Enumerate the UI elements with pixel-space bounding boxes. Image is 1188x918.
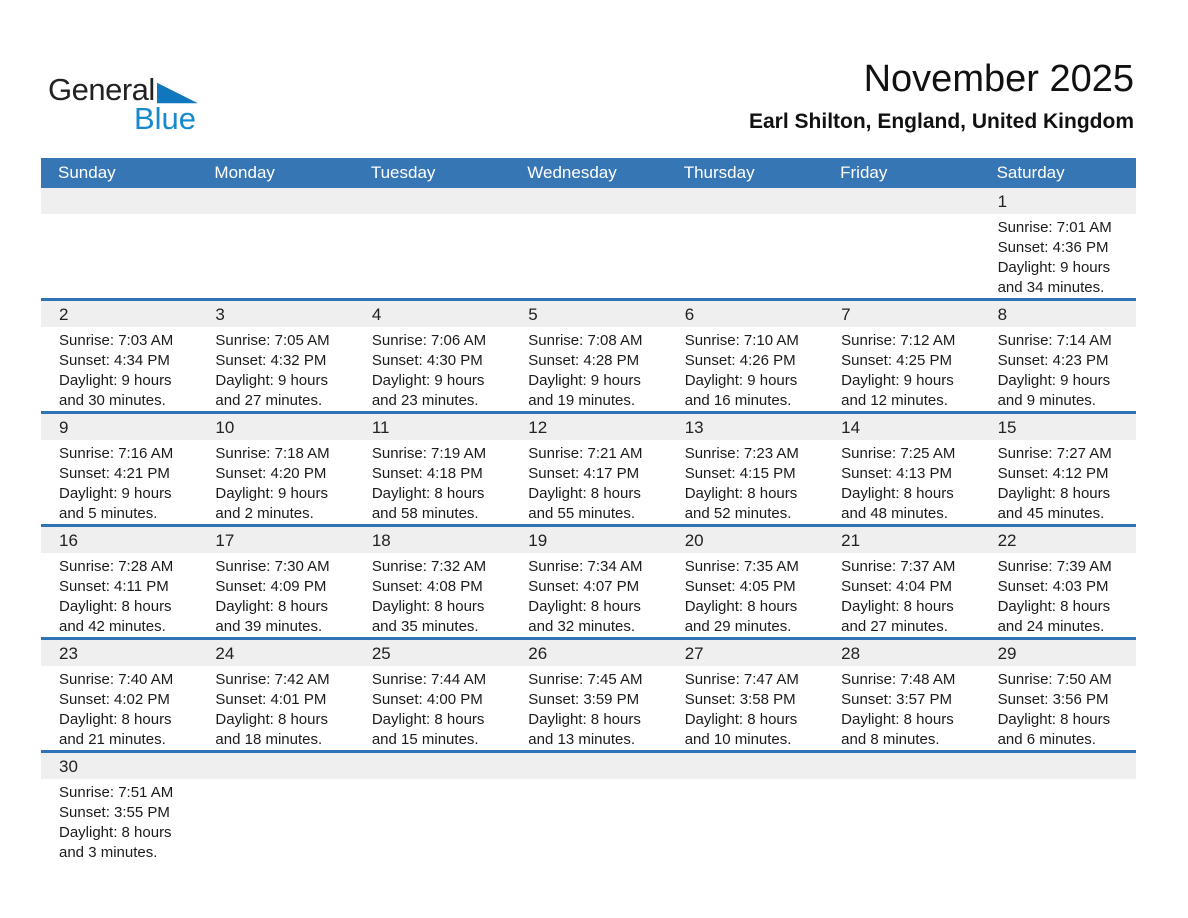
day-number: 8 xyxy=(980,301,1136,327)
day-number: 4 xyxy=(354,301,510,327)
logo-text-general: General xyxy=(48,72,155,107)
day-detail-line: and 27 minutes. xyxy=(841,618,948,635)
weekday-header-wednesday: Wednesday xyxy=(527,163,617,182)
calendar-empty-cell xyxy=(41,188,197,298)
calendar-day-cell-7 xyxy=(823,301,979,411)
calendar-day-cell-17 xyxy=(197,527,353,637)
day-detail-line: Sunrise: 7:19 AM xyxy=(371,445,487,462)
day-detail-line: Sunset: 4:34 PM xyxy=(59,352,170,369)
day-detail-line: Sunrise: 7:47 AM xyxy=(684,671,799,688)
day-details xyxy=(354,553,510,637)
weekday-header-saturday: Saturday xyxy=(996,163,1065,182)
day-detail-line: and 52 minutes. xyxy=(684,505,792,522)
day-details xyxy=(823,666,979,750)
day-detail-line: and 24 minutes. xyxy=(997,618,1105,635)
day-number: 13 xyxy=(667,414,823,440)
day-detail-line: and 23 minutes. xyxy=(371,392,479,409)
day-detail-line: Sunset: 3:55 PM xyxy=(59,804,170,821)
day-detail-line: Sunset: 4:01 PM xyxy=(215,691,327,708)
day-detail-line: Sunrise: 7:28 AM xyxy=(59,558,174,575)
day-detail-line: Sunset: 4:36 PM xyxy=(997,239,1109,256)
day-detail-line: and 9 minutes. xyxy=(997,392,1096,409)
day-detail-line: and 27 minutes. xyxy=(215,392,323,409)
calendar-day-cell-1 xyxy=(980,188,1136,298)
day-detail-line: Daylight: 8 hours xyxy=(997,711,1111,728)
calendar-day-cell-29 xyxy=(980,640,1136,750)
day-detail-line: Sunrise: 7:21 AM xyxy=(528,445,643,462)
day-number: 26 xyxy=(510,640,666,666)
day-detail-line: and 42 minutes. xyxy=(59,618,166,635)
day-details xyxy=(980,214,1136,298)
weekday-header-friday: Friday xyxy=(840,163,888,182)
day-details xyxy=(41,440,197,524)
day-number: 9 xyxy=(41,414,197,440)
day-detail-line: and 6 minutes. xyxy=(997,731,1096,748)
day-detail-line: and 3 minutes. xyxy=(59,844,158,861)
calendar-empty-cell xyxy=(197,753,353,863)
calendar-day-cell-8 xyxy=(980,301,1136,411)
calendar-empty-cell xyxy=(354,188,510,298)
day-detail-line: Sunset: 4:09 PM xyxy=(215,578,327,595)
day-detail-line: and 55 minutes. xyxy=(528,505,636,522)
calendar-day-cell-19 xyxy=(510,527,666,637)
day-detail-line: and 45 minutes. xyxy=(997,505,1105,522)
calendar-empty-cell xyxy=(823,753,979,863)
day-detail-line: Sunset: 3:57 PM xyxy=(841,691,953,708)
day-detail-line: Sunrise: 7:32 AM xyxy=(371,558,487,575)
day-detail-line: Daylight: 8 hours xyxy=(684,711,798,728)
day-detail-line: Sunset: 4:21 PM xyxy=(59,465,170,482)
day-detail-line: and 32 minutes. xyxy=(528,618,636,635)
calendar xyxy=(41,158,1136,863)
day-number xyxy=(354,753,510,779)
day-detail-line: Daylight: 8 hours xyxy=(528,598,641,615)
day-details xyxy=(354,440,510,524)
day-detail-line: and 29 minutes. xyxy=(684,618,792,635)
calendar-day-cell-30 xyxy=(41,753,197,863)
weekday-header-row xyxy=(41,158,1136,188)
calendar-empty-cell xyxy=(510,188,666,298)
day-detail-line: Daylight: 8 hours xyxy=(371,485,485,502)
day-detail-line: Sunset: 4:03 PM xyxy=(997,578,1109,595)
day-detail-line: Sunset: 4:00 PM xyxy=(371,691,483,708)
day-number: 21 xyxy=(823,527,979,553)
day-detail-line: Sunrise: 7:06 AM xyxy=(371,332,487,349)
day-detail-line: Daylight: 8 hours xyxy=(215,598,328,615)
day-detail-line: Sunrise: 7:34 AM xyxy=(528,558,643,575)
calendar-empty-cell xyxy=(197,188,353,298)
day-detail-line: and 13 minutes. xyxy=(528,731,636,748)
day-detail-line: Sunrise: 7:12 AM xyxy=(841,332,956,349)
day-detail-line: Sunrise: 7:05 AM xyxy=(215,332,330,349)
calendar-day-cell-27 xyxy=(667,640,823,750)
day-detail-line: Sunset: 4:08 PM xyxy=(371,578,483,595)
day-details xyxy=(41,553,197,637)
day-detail-line: Sunrise: 7:30 AM xyxy=(215,558,330,575)
day-detail-line: Sunset: 3:59 PM xyxy=(528,691,640,708)
day-details xyxy=(510,666,666,750)
day-number: 22 xyxy=(980,527,1136,553)
calendar-empty-cell xyxy=(823,188,979,298)
day-details xyxy=(980,327,1136,411)
day-details xyxy=(667,440,823,524)
day-number: 11 xyxy=(354,414,510,440)
day-detail-line: and 12 minutes. xyxy=(841,392,948,409)
weekday-header-monday: Monday xyxy=(214,163,275,182)
day-number xyxy=(980,753,1136,779)
day-detail-line: Daylight: 9 hours xyxy=(215,372,328,389)
day-detail-line: Sunrise: 7:08 AM xyxy=(528,332,643,349)
day-detail-line: and 39 minutes. xyxy=(215,618,323,635)
week-row-4 xyxy=(41,524,1136,637)
weekday-header-sunday: Sunday xyxy=(58,163,116,182)
day-detail-line: Sunrise: 7:03 AM xyxy=(59,332,174,349)
calendar-empty-cell xyxy=(667,753,823,863)
day-number: 6 xyxy=(667,301,823,327)
day-detail-line: Sunrise: 7:23 AM xyxy=(684,445,799,462)
calendar-empty-cell xyxy=(354,753,510,863)
day-number: 10 xyxy=(197,414,353,440)
calendar-empty-cell xyxy=(667,188,823,298)
day-number: 2 xyxy=(41,301,197,327)
calendar-day-cell-24 xyxy=(197,640,353,750)
day-detail-line: and 21 minutes. xyxy=(59,731,166,748)
day-details xyxy=(510,440,666,524)
day-number xyxy=(197,188,353,214)
day-detail-line: and 18 minutes. xyxy=(215,731,323,748)
day-detail-line: Sunrise: 7:44 AM xyxy=(371,671,487,688)
day-number xyxy=(667,188,823,214)
day-details xyxy=(197,553,353,637)
day-number xyxy=(41,188,197,214)
day-detail-line: Daylight: 8 hours xyxy=(997,485,1111,502)
calendar-day-cell-10 xyxy=(197,414,353,524)
calendar-day-cell-3 xyxy=(197,301,353,411)
day-detail-line: and 30 minutes. xyxy=(59,392,166,409)
calendar-day-cell-15 xyxy=(980,414,1136,524)
day-number: 28 xyxy=(823,640,979,666)
day-detail-line: Daylight: 8 hours xyxy=(684,485,798,502)
day-detail-line: Sunset: 4:26 PM xyxy=(684,352,796,369)
day-number: 25 xyxy=(354,640,510,666)
day-detail-line: and 5 minutes. xyxy=(59,505,158,522)
general-blue-logo xyxy=(48,74,198,134)
day-details xyxy=(980,553,1136,637)
day-number: 7 xyxy=(823,301,979,327)
week-row-5 xyxy=(41,637,1136,750)
day-detail-line: and 16 minutes. xyxy=(684,392,792,409)
calendar-day-cell-16 xyxy=(41,527,197,637)
calendar-day-cell-28 xyxy=(823,640,979,750)
day-number xyxy=(823,753,979,779)
day-detail-line: and 10 minutes. xyxy=(684,731,792,748)
day-number: 12 xyxy=(510,414,666,440)
day-detail-line: Sunrise: 7:18 AM xyxy=(215,445,330,462)
day-number: 30 xyxy=(41,753,197,779)
day-details xyxy=(667,666,823,750)
day-detail-line: Daylight: 8 hours xyxy=(684,598,798,615)
day-detail-line: Daylight: 8 hours xyxy=(841,598,954,615)
day-detail-line: Daylight: 9 hours xyxy=(997,259,1111,276)
day-detail-line: Daylight: 8 hours xyxy=(997,598,1111,615)
day-detail-line: Sunrise: 7:51 AM xyxy=(59,784,174,801)
day-detail-line: Daylight: 9 hours xyxy=(841,372,954,389)
day-detail-line: Sunrise: 7:01 AM xyxy=(997,219,1112,236)
day-detail-line: Daylight: 9 hours xyxy=(997,372,1111,389)
day-detail-line: Sunset: 4:04 PM xyxy=(841,578,953,595)
day-number: 15 xyxy=(980,414,1136,440)
day-detail-line: Sunrise: 7:45 AM xyxy=(528,671,643,688)
day-number: 19 xyxy=(510,527,666,553)
day-detail-line: Sunrise: 7:25 AM xyxy=(841,445,956,462)
day-number: 29 xyxy=(980,640,1136,666)
day-detail-line: Sunset: 4:25 PM xyxy=(841,352,953,369)
calendar-empty-cell xyxy=(980,753,1136,863)
location-subtitle: Earl Shilton, England, United Kingdom xyxy=(749,109,1134,133)
week-row-3 xyxy=(41,411,1136,524)
day-detail-line: and 8 minutes. xyxy=(841,731,940,748)
calendar-day-cell-20 xyxy=(667,527,823,637)
day-detail-line: Daylight: 8 hours xyxy=(528,711,641,728)
day-detail-line: Daylight: 9 hours xyxy=(59,372,172,389)
day-detail-line: Sunrise: 7:27 AM xyxy=(997,445,1112,462)
day-details xyxy=(197,327,353,411)
day-detail-line: Sunrise: 7:48 AM xyxy=(841,671,956,688)
day-number: 3 xyxy=(197,301,353,327)
calendar-day-cell-13 xyxy=(667,414,823,524)
calendar-day-cell-25 xyxy=(354,640,510,750)
day-detail-line: and 48 minutes. xyxy=(841,505,948,522)
day-detail-line: Sunset: 4:11 PM xyxy=(59,578,169,595)
calendar-day-cell-4 xyxy=(354,301,510,411)
day-detail-line: Daylight: 8 hours xyxy=(371,598,485,615)
day-detail-line: Daylight: 8 hours xyxy=(841,485,954,502)
calendar-day-cell-23 xyxy=(41,640,197,750)
day-detail-line: Daylight: 9 hours xyxy=(59,485,172,502)
calendar-day-cell-22 xyxy=(980,527,1136,637)
calendar-day-cell-21 xyxy=(823,527,979,637)
day-detail-line: Sunset: 4:23 PM xyxy=(997,352,1109,369)
day-details xyxy=(980,666,1136,750)
day-detail-line: Sunset: 3:56 PM xyxy=(997,691,1109,708)
day-number xyxy=(510,753,666,779)
day-detail-line: and 2 minutes. xyxy=(215,505,314,522)
title-block xyxy=(749,58,1134,134)
logo-text-blue: Blue xyxy=(133,101,196,136)
day-number: 23 xyxy=(41,640,197,666)
day-detail-line: Sunset: 4:15 PM xyxy=(684,465,796,482)
day-detail-line: Sunrise: 7:16 AM xyxy=(59,445,174,462)
calendar-day-cell-2 xyxy=(41,301,197,411)
day-number: 27 xyxy=(667,640,823,666)
day-details xyxy=(41,666,197,750)
day-detail-line: Sunset: 4:28 PM xyxy=(528,352,640,369)
day-details xyxy=(667,327,823,411)
day-detail-line: Daylight: 9 hours xyxy=(371,372,485,389)
day-number: 20 xyxy=(667,527,823,553)
day-detail-line: Daylight: 8 hours xyxy=(841,711,954,728)
day-detail-line: Daylight: 8 hours xyxy=(59,598,172,615)
page-title: November 2025 xyxy=(863,58,1134,100)
day-detail-line: Sunset: 4:30 PM xyxy=(371,352,483,369)
day-details xyxy=(823,327,979,411)
day-number xyxy=(354,188,510,214)
day-detail-line: Daylight: 9 hours xyxy=(528,372,641,389)
day-details xyxy=(354,666,510,750)
day-number xyxy=(510,188,666,214)
day-detail-line: Daylight: 9 hours xyxy=(684,372,798,389)
day-detail-line: Sunset: 4:20 PM xyxy=(215,465,327,482)
calendar-day-cell-9 xyxy=(41,414,197,524)
day-detail-line: Sunrise: 7:10 AM xyxy=(684,332,799,349)
day-detail-line: Daylight: 9 hours xyxy=(215,485,328,502)
day-details xyxy=(510,553,666,637)
day-number xyxy=(667,753,823,779)
calendar-day-cell-6 xyxy=(667,301,823,411)
day-detail-line: Sunrise: 7:35 AM xyxy=(684,558,799,575)
day-detail-line: Sunrise: 7:14 AM xyxy=(997,332,1112,349)
day-detail-line: and 35 minutes. xyxy=(371,618,479,635)
day-detail-line: Sunset: 4:32 PM xyxy=(215,352,327,369)
weekday-header-tuesday: Tuesday xyxy=(370,163,436,182)
day-detail-line: Sunrise: 7:37 AM xyxy=(841,558,956,575)
day-detail-line: Sunset: 4:07 PM xyxy=(528,578,640,595)
day-detail-line: Sunrise: 7:39 AM xyxy=(997,558,1112,575)
day-details xyxy=(197,440,353,524)
day-number: 24 xyxy=(197,640,353,666)
day-detail-line: Sunset: 4:13 PM xyxy=(841,465,953,482)
day-number: 14 xyxy=(823,414,979,440)
week-row-1 xyxy=(41,188,1136,298)
day-number: 17 xyxy=(197,527,353,553)
day-detail-line: Daylight: 8 hours xyxy=(528,485,641,502)
day-number xyxy=(823,188,979,214)
day-details xyxy=(823,440,979,524)
week-row-6 xyxy=(41,750,1136,863)
day-details xyxy=(667,553,823,637)
day-detail-line: Sunset: 4:17 PM xyxy=(528,465,640,482)
day-details xyxy=(197,666,353,750)
day-details xyxy=(354,327,510,411)
calendar-day-cell-14 xyxy=(823,414,979,524)
day-detail-line: Sunset: 4:05 PM xyxy=(684,578,796,595)
calendar-day-cell-18 xyxy=(354,527,510,637)
day-details xyxy=(823,553,979,637)
day-detail-line: and 34 minutes. xyxy=(997,279,1105,296)
calendar-empty-cell xyxy=(510,753,666,863)
day-detail-line: Sunrise: 7:50 AM xyxy=(997,671,1112,688)
day-details xyxy=(980,440,1136,524)
day-number: 18 xyxy=(354,527,510,553)
day-detail-line: and 15 minutes. xyxy=(371,731,479,748)
day-detail-line: Sunset: 4:18 PM xyxy=(371,465,483,482)
day-details xyxy=(41,779,197,863)
day-detail-line: Sunrise: 7:42 AM xyxy=(215,671,330,688)
day-detail-line: Sunset: 4:02 PM xyxy=(59,691,170,708)
day-details xyxy=(510,327,666,411)
day-detail-line: Daylight: 8 hours xyxy=(59,711,172,728)
calendar-day-cell-26 xyxy=(510,640,666,750)
day-detail-line: Sunset: 4:12 PM xyxy=(997,465,1109,482)
day-details xyxy=(41,327,197,411)
week-row-2 xyxy=(41,298,1136,411)
day-number: 16 xyxy=(41,527,197,553)
day-number: 1 xyxy=(980,188,1136,214)
calendar-day-cell-12 xyxy=(510,414,666,524)
weekday-header-thursday: Thursday xyxy=(683,163,755,182)
day-detail-line: Daylight: 8 hours xyxy=(371,711,485,728)
calendar-day-cell-11 xyxy=(354,414,510,524)
calendar-day-cell-5 xyxy=(510,301,666,411)
day-detail-line: and 19 minutes. xyxy=(528,392,636,409)
day-number xyxy=(197,753,353,779)
day-detail-line: Daylight: 8 hours xyxy=(59,824,172,841)
day-detail-line: Sunrise: 7:40 AM xyxy=(59,671,174,688)
day-number: 5 xyxy=(510,301,666,327)
day-detail-line: Sunset: 3:58 PM xyxy=(684,691,796,708)
day-detail-line: Daylight: 8 hours xyxy=(215,711,328,728)
day-detail-line: and 58 minutes. xyxy=(371,505,479,522)
